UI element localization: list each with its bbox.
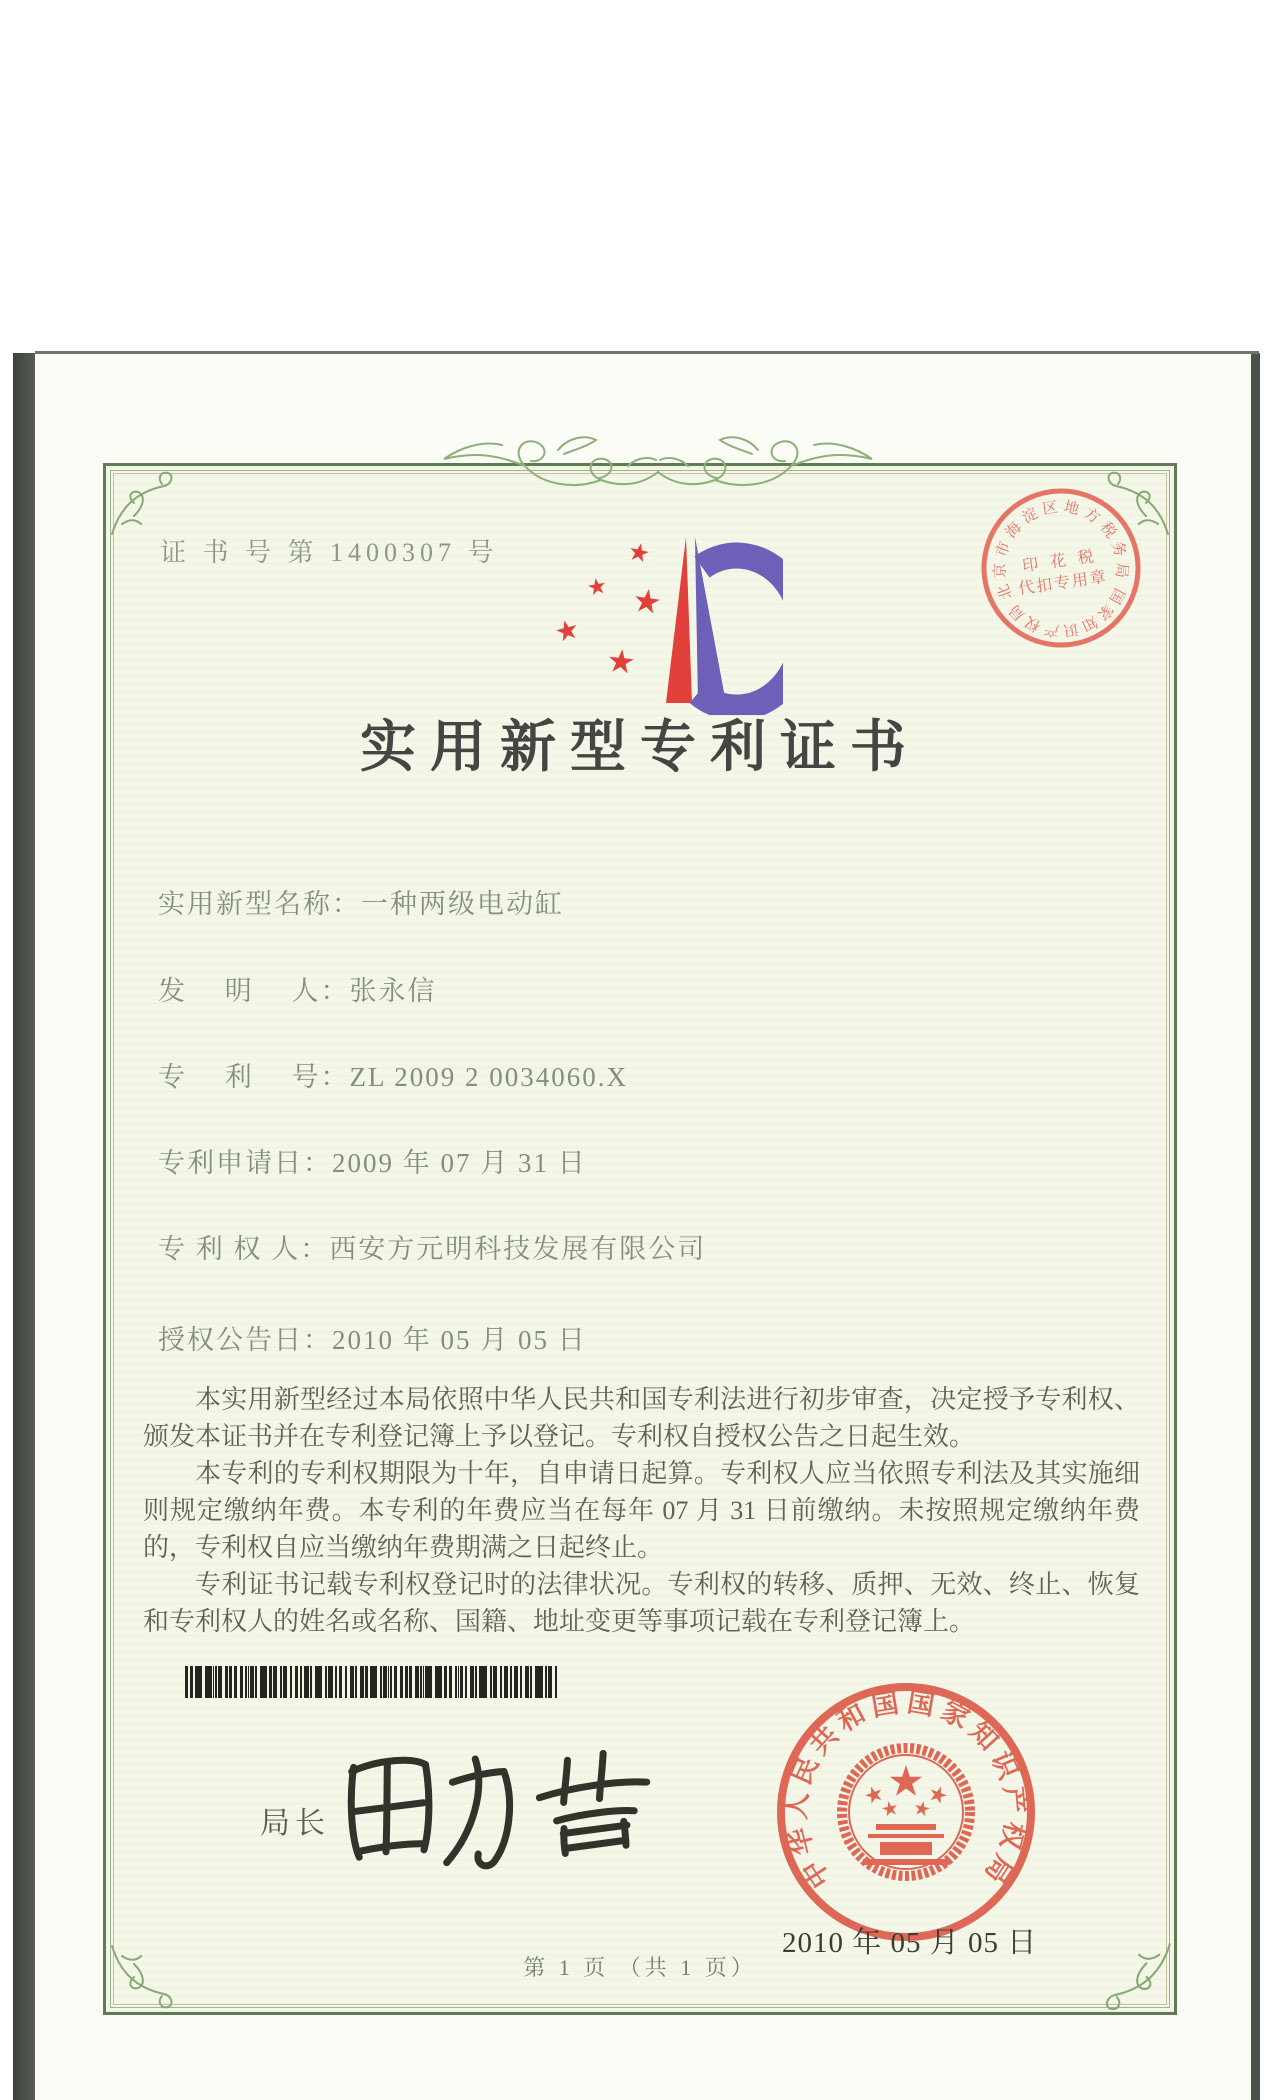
field-value: 西安方元明科技发展有限公司 bbox=[329, 1234, 707, 1264]
field-patentee bbox=[158, 1227, 706, 1266]
certificate-number: 证 书 号 第 1400307 号 bbox=[160, 538, 499, 567]
scan-edge-left bbox=[13, 353, 35, 2100]
tax-stamp bbox=[964, 471, 1158, 665]
field-label: 授权公告日： bbox=[158, 1325, 332, 1355]
field-patent-number bbox=[158, 1055, 628, 1094]
field-label: 专 利 权 人： bbox=[158, 1234, 330, 1264]
barcode bbox=[185, 1666, 558, 1698]
field-label: 实用新型名称： bbox=[158, 889, 361, 919]
field-value: ZL 2009 2 0034060.X bbox=[349, 1062, 628, 1092]
legal-paragraph-3: 专利证书记载专利权登记时的法律状况。专利权的转移、质押、无效、终止、恢复和专利权人的姓名或名称、国籍、地址变更等事项记载在专利登记簿上。 bbox=[143, 1570, 1140, 1636]
seal-date: 2010 年 05 月 05 日 bbox=[782, 1927, 1038, 1959]
legal-paragraph-2: 本专利的专利权期限为十年，自申请日起算。专利权人应当依照专利法及其实施细则规定缴纳年费。本专利的年费应当在每年 07 月 31 日前缴纳。未按照规定缴纳年费的，专利权自应当缴纳年费期满之日起终止。 bbox=[143, 1459, 1140, 1562]
cnipa-logo-icon bbox=[518, 525, 783, 715]
director-signature bbox=[322, 1729, 669, 1892]
legal-paragraph-1: 本实用新型经过本局依照中华人民共和国专利法进行初步审查，决定授予专利权、颁发本证书并在专利登记簿上予以登记。专利权自授权公告之日起生效。 bbox=[143, 1385, 1140, 1451]
field-value: 张永信 bbox=[349, 976, 437, 1006]
corner-ornament-top-left bbox=[108, 468, 178, 538]
scan-edge-right bbox=[1251, 353, 1260, 2100]
field-label: 专 利 号： bbox=[158, 1062, 350, 1092]
field-value: 一种两级电动缸 bbox=[361, 889, 564, 919]
field-label: 专利申请日： bbox=[158, 1148, 332, 1178]
scan-edge-top bbox=[35, 351, 1259, 354]
field-filing-date bbox=[158, 1141, 587, 1180]
national-emblem-icon bbox=[842, 1748, 970, 1876]
field-value: 2010 年 05 月 05 日 bbox=[332, 1325, 587, 1355]
tax-stamp-arc-top: 北京市海淀区地方税务局 bbox=[992, 499, 1130, 602]
cnipa-seal bbox=[770, 1676, 1042, 1948]
tax-stamp-line1: 印 花 税 bbox=[1021, 547, 1099, 576]
field-inventor bbox=[158, 969, 437, 1008]
seal-ring-text: 中华人民共和国国家知识产权局 bbox=[781, 1686, 1031, 1894]
field-value: 2009 年 07 月 31 日 bbox=[332, 1148, 587, 1178]
tax-stamp-line2: 代扣专用章 bbox=[1017, 568, 1109, 599]
field-utility-model-name bbox=[158, 882, 564, 921]
field-label: 发 明 人： bbox=[158, 976, 350, 1006]
field-grant-date bbox=[158, 1318, 587, 1357]
legal-text-block bbox=[143, 1381, 1140, 1640]
garland-ornament bbox=[438, 410, 878, 500]
director-role-label: 局长 bbox=[260, 1807, 330, 1840]
page-number-footer: 第 1 页 （共 1 页） bbox=[523, 1955, 757, 1980]
certificate-title: 实用新型专利证书 bbox=[360, 717, 920, 779]
tax-stamp-arc-bottom: 国家知识产权局 bbox=[1004, 585, 1127, 639]
